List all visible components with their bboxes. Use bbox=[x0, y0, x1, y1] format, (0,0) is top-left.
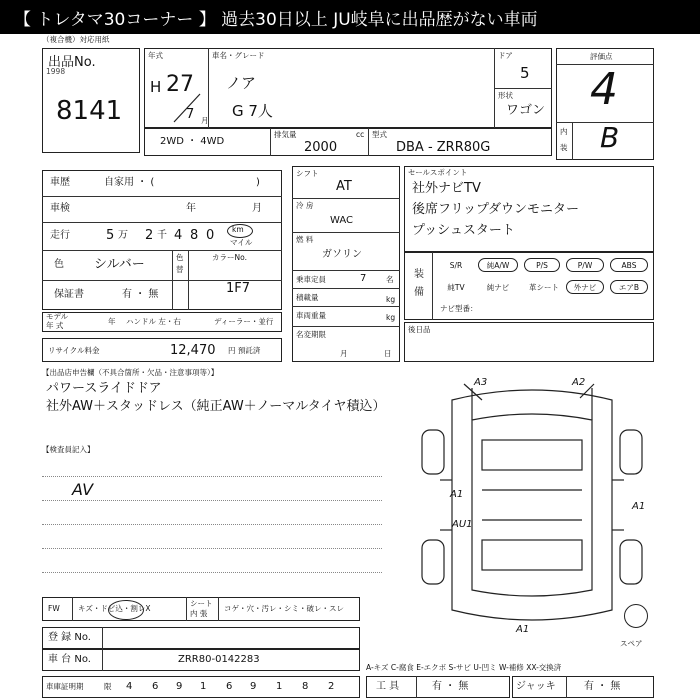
seller-note-2: 社外AW＋スタッドレス（純正AW＋ノーマルタイヤ積込） bbox=[46, 399, 386, 414]
equipment-label-1: 装 bbox=[414, 269, 424, 280]
weight-unit: kg bbox=[386, 313, 396, 322]
car-diagram bbox=[412, 377, 652, 630]
equip-airbag: エアB bbox=[610, 280, 648, 294]
certificate-label: 車庫証明期 bbox=[46, 682, 84, 691]
certificate-digit-5: 6 bbox=[226, 681, 233, 692]
equip-leather: 革シート bbox=[529, 283, 559, 292]
certificate-digit-7: 1 bbox=[276, 681, 283, 692]
jack-value: 有 ・ 無 bbox=[584, 681, 621, 692]
model-code-value: DBA - ZRR80G bbox=[396, 140, 491, 155]
mileage-man-unit: 万 bbox=[118, 230, 128, 241]
model-name: ノア bbox=[226, 74, 257, 92]
lot-label: 出品No. bbox=[48, 55, 96, 70]
history-value: 自家用 ・ ( bbox=[104, 177, 155, 188]
equipment-label-2: 備 bbox=[414, 287, 424, 298]
interior-label-1: 内 bbox=[560, 127, 568, 136]
model-year-label-2: 年 式 bbox=[46, 321, 64, 330]
interior-value: B bbox=[600, 121, 620, 154]
lot-stamp: 1998 bbox=[46, 67, 66, 76]
drive-value: 2WD ・ 4WD bbox=[160, 136, 225, 147]
weight-label: 車両重量 bbox=[296, 311, 326, 320]
fw-items: キズ・ドビ込・割レX bbox=[78, 604, 151, 613]
name-change-day: 日 bbox=[384, 349, 392, 358]
spare-label: スペア bbox=[620, 639, 643, 648]
post-install-label: 後日品 bbox=[408, 325, 431, 334]
color-change-1: 色 bbox=[176, 253, 184, 262]
equip-tv: 純TV bbox=[447, 283, 465, 292]
fw-label: FW bbox=[48, 604, 60, 613]
mileage-sen-unit: 千 bbox=[157, 230, 167, 241]
inspection-year: 年 bbox=[186, 203, 196, 214]
model-label: 車名・グレード bbox=[212, 51, 265, 60]
certificate-digit-4: 1 bbox=[200, 681, 207, 692]
interior-label-2: 装 bbox=[560, 143, 568, 152]
recycle-label: リサイクル料金 bbox=[48, 346, 100, 355]
mileage-digit-1: 4 bbox=[174, 228, 183, 243]
lot-number: 8141 bbox=[56, 96, 123, 126]
certificate-digit-2: 6 bbox=[152, 681, 159, 692]
year-month-unit: 月 bbox=[201, 116, 209, 125]
certificate-digit-1: 4 bbox=[126, 681, 133, 692]
equip-aftermarket-navi: 外ナビ bbox=[566, 280, 604, 294]
name-change-label: 名変期限 bbox=[296, 330, 326, 339]
displacement-value: 2000 bbox=[304, 140, 338, 155]
mileage-digit-3: 0 bbox=[206, 228, 215, 243]
sales-point-1: 社外ナビTV bbox=[412, 181, 481, 196]
damage-a3: A3 bbox=[474, 377, 488, 388]
score-value: 4 bbox=[590, 64, 618, 115]
sales-point-2: 後席フリップダウンモニター bbox=[412, 202, 580, 217]
equip-ps: P/S bbox=[524, 258, 560, 272]
jack-label: ジャッキ bbox=[516, 681, 556, 692]
color-code: 1F7 bbox=[226, 281, 251, 296]
model-year-label-1: モデル bbox=[46, 312, 69, 321]
color-value: シルバー bbox=[94, 257, 145, 272]
damage-a1-right: A1 bbox=[632, 501, 646, 512]
ac-value: WAC bbox=[330, 215, 353, 226]
equip-pw: P/W bbox=[566, 258, 604, 272]
mileage-man: 5 bbox=[106, 228, 115, 243]
seller-notes-label: 【出品店申告欄（不具合箇所・欠品・注意事項等）】 bbox=[42, 368, 219, 377]
certificate-digit-9: 2 bbox=[328, 681, 335, 692]
seller-note-1: パワースライドドア bbox=[46, 381, 162, 396]
tools-label: 工 具 bbox=[376, 681, 400, 692]
banner-text: 【 トレタマ30コーナー 】 過去30日以上 JU岐阜に出品歴がない車両 bbox=[14, 9, 538, 30]
capacity-value: 7 bbox=[360, 273, 367, 284]
post-install-box bbox=[404, 322, 654, 362]
load-label: 積載量 bbox=[296, 293, 319, 302]
inspector-label: 【検査員記入】 bbox=[42, 445, 95, 454]
seat-items: コゲ・穴・汚レ・シミ・破レ・スレ bbox=[224, 604, 344, 613]
model-code-label: 型式 bbox=[372, 130, 387, 139]
damage-legend: A-キズ C-腐食 E-エクボ S-サビ U-凹ミ W-補修 XX-交換済 bbox=[366, 663, 562, 672]
inspector-note: AV bbox=[72, 480, 94, 499]
warranty-value: 有 ・ 無 bbox=[122, 289, 159, 300]
certificate-label-2: 限 bbox=[104, 682, 112, 691]
recycle-value: 12,470 bbox=[170, 343, 216, 358]
chassis-value: ZRR80-0142283 bbox=[178, 654, 260, 665]
history-label: 車歴 bbox=[50, 177, 70, 188]
doors-label: ドア bbox=[498, 51, 513, 60]
model-year-dealer: ディーラー・並行 bbox=[214, 317, 274, 326]
ac-label: 冷 房 bbox=[296, 201, 314, 210]
damage-a1-bottom: A1 bbox=[516, 624, 530, 635]
year-label: 年式 bbox=[148, 51, 163, 60]
seat-label-1: シート bbox=[190, 599, 213, 608]
equip-alloy-wheel: 純A/W bbox=[478, 258, 518, 272]
displacement-unit: cc bbox=[356, 130, 365, 139]
fuel-label: 燃 料 bbox=[296, 235, 314, 244]
damage-a1-left: A1 bbox=[450, 489, 464, 500]
equip-navi-model: ナビ型番： bbox=[440, 304, 478, 313]
model-year-year: 年 bbox=[108, 317, 116, 326]
score-label: 評価点 bbox=[590, 52, 613, 61]
color-code-label: カラーNo. bbox=[212, 253, 247, 262]
inspection-label: 車検 bbox=[50, 203, 70, 214]
year-value: 27 bbox=[166, 72, 194, 97]
certificate-digit-3: 9 bbox=[176, 681, 183, 692]
fw-circle-mark bbox=[108, 600, 144, 620]
chassis-label: 車 台 No. bbox=[48, 654, 91, 665]
registration-label: 登 録 No. bbox=[48, 632, 91, 643]
mileage-sen: 2 bbox=[145, 228, 154, 243]
name-change-month: 月 bbox=[340, 349, 348, 358]
load-unit: kg bbox=[386, 295, 396, 304]
year-era: H bbox=[150, 78, 162, 96]
equip-abs: ABS bbox=[610, 258, 648, 272]
color-change-2: 替 bbox=[176, 265, 184, 274]
equip-navi: 純ナビ bbox=[486, 283, 510, 292]
displacement-label: 排気量 bbox=[274, 130, 297, 139]
certificate-digit-8: 8 bbox=[302, 681, 309, 692]
shift-value: AT bbox=[336, 179, 352, 194]
warranty-label: 保証書 bbox=[54, 289, 84, 300]
seat-label-2: 内 張 bbox=[190, 609, 208, 618]
history-close: ) bbox=[256, 177, 260, 188]
certificate-digit-6: 9 bbox=[250, 681, 257, 692]
year-month: 7 bbox=[186, 107, 195, 122]
shift-label: シフト bbox=[296, 169, 319, 178]
sales-point-3: プッシュスタート bbox=[412, 223, 515, 238]
capacity-unit: 名 bbox=[386, 275, 394, 284]
banner bbox=[0, 0, 700, 34]
model-year-handle: ハンドル 左・右 bbox=[126, 317, 181, 326]
spare-tire-icon bbox=[624, 604, 648, 628]
shape-label: 形状 bbox=[498, 91, 513, 100]
damage-au1: AU1 bbox=[452, 519, 473, 530]
recycle-unit: 円 預託済 bbox=[228, 346, 261, 355]
model-grade: G 7人 bbox=[232, 102, 273, 120]
mileage-unit-km: km bbox=[232, 225, 244, 234]
mileage-label: 走行 bbox=[50, 230, 70, 241]
tools-value: 有 ・ 無 bbox=[432, 681, 469, 692]
subheader: （複合機）対応用紙 bbox=[42, 35, 110, 44]
mileage-unit-mile: マイル bbox=[230, 238, 253, 247]
fuel-value: ガソリン bbox=[322, 249, 362, 260]
mileage-digit-2: 8 bbox=[190, 228, 199, 243]
sales-points-label: セールスポイント bbox=[408, 168, 468, 177]
damage-a2: A2 bbox=[572, 377, 586, 388]
color-label: 色 bbox=[54, 259, 64, 270]
shape-value: ワゴン bbox=[506, 103, 546, 118]
equip-sr: S/R bbox=[449, 261, 463, 270]
doors-value: 5 bbox=[520, 64, 530, 82]
capacity-label: 乗車定員 bbox=[296, 275, 326, 284]
inspection-month: 月 bbox=[252, 203, 262, 214]
